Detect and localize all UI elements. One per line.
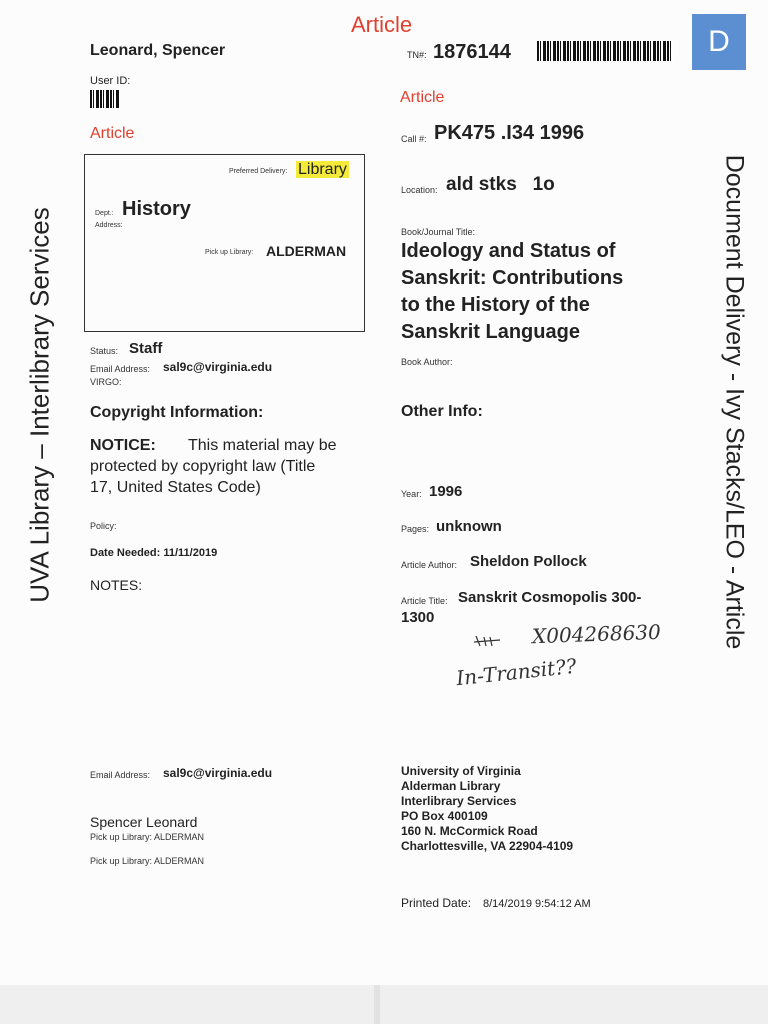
pickup-line-2: Pick up Library: ALDERMAN <box>90 856 205 866</box>
virgo-label: VIRGO: <box>90 377 122 387</box>
address-label: Address: <box>95 222 123 229</box>
handwritten-barcode-note: X004268630 <box>531 619 662 649</box>
side-label-right: Document Delivery - Ivy Stacks/LEO - Article <box>720 154 749 650</box>
tn-barcode <box>537 41 673 61</box>
header-title: Article <box>351 12 413 37</box>
year-label: Year: <box>401 489 422 499</box>
handwritten-scribble <box>472 634 502 644</box>
book-title-line: Ideology and Status of <box>401 240 616 262</box>
book-title-line: to the History of the <box>401 294 590 316</box>
date-needed: Date Needed: 11/11/2019 <box>90 547 218 559</box>
notes-label: NOTES: <box>90 577 143 593</box>
book-title-label: Book/Journal Title: <box>401 227 476 237</box>
address-line: Alderman Library <box>401 779 501 793</box>
preferred-delivery-label: Preferred Delivery: <box>229 168 288 175</box>
user-id-barcode <box>90 90 120 108</box>
book-title-line: Sanskrit Language <box>401 321 580 343</box>
patron-name: Leonard, Spencer <box>90 42 226 59</box>
call-number-label: Call #: <box>401 134 427 144</box>
status-label: Status: <box>90 346 119 356</box>
pickup-library-label: Pick up Library: <box>205 249 254 256</box>
email-label: Email Address: <box>90 364 151 374</box>
right-type-label: Article <box>400 89 445 106</box>
year-value: 1996 <box>429 483 463 500</box>
pages-value: unknown <box>436 518 502 535</box>
handwritten-transit-note: In-Transit?? <box>455 653 578 691</box>
email-value-2: sal9c@virginia.edu <box>163 766 273 780</box>
side-label-left: UVA Library – Interlibrary Services <box>24 207 55 603</box>
notice-label: NOTICE: <box>90 437 156 454</box>
email-label-2: Email Address: <box>90 770 151 780</box>
article-author-value: Sheldon Pollock <box>470 553 587 570</box>
notice-text-line3: 17, United States Code) <box>90 479 261 496</box>
tn-label: TN#: <box>407 50 427 60</box>
book-title-line: Sanskrit: Contributions <box>401 267 624 289</box>
left-type-label: Article <box>90 125 135 142</box>
pickup-line-1: Pick up Library: ALDERMAN <box>90 832 205 842</box>
return-address <box>401 764 573 854</box>
pickup-library-value: ALDERMAN <box>266 243 347 259</box>
address-line: University of Virginia <box>401 764 521 778</box>
book-author-label: Book Author: <box>401 357 453 367</box>
patron-full-name: Spencer Leonard <box>90 814 198 830</box>
status-value: Staff <box>129 340 163 357</box>
call-number-value: PK475 .I34 1996 <box>434 122 585 144</box>
user-id-label: User ID: <box>90 75 131 87</box>
article-title-line1: Sanskrit Cosmopolis 300- <box>458 589 642 606</box>
address-line: 160 N. McCormick Road <box>401 824 538 838</box>
printed-date-label: Printed Date: <box>401 896 472 910</box>
other-info-heading: Other Info: <box>401 403 483 420</box>
article-title-label: Article Title: <box>401 596 448 606</box>
dept-label: Dept.: <box>95 210 114 217</box>
tn-number: 1876144 <box>433 41 511 63</box>
dept-value: History <box>122 198 191 220</box>
article-author-label: Article Author: <box>401 560 458 570</box>
address-line: Interlibrary Services <box>401 794 517 808</box>
location-label: Location: <box>401 185 438 195</box>
address-line: Charlottesville, VA 22904-4109 <box>401 839 574 853</box>
preferred-delivery-value: Library <box>298 161 347 178</box>
page-fold <box>374 985 380 1024</box>
policy-label: Policy: <box>90 521 117 531</box>
printed-date-value: 8/14/2019 9:54:12 AM <box>483 898 591 910</box>
notice-text-line1: This material may be <box>188 437 337 454</box>
book-title <box>401 238 623 346</box>
scanner-edge <box>0 985 768 1024</box>
email-value: sal9c@virginia.edu <box>163 360 273 374</box>
type-badge: D <box>692 14 746 70</box>
article-title-line2: 1300 <box>401 609 435 626</box>
copyright-heading: Copyright Information: <box>90 404 264 421</box>
location-value: ald stks 1o <box>446 174 555 195</box>
notice-text-line2: protected by copyright law (Title <box>90 458 316 475</box>
pages-label: Pages: <box>401 524 430 534</box>
address-line: PO Box 400109 <box>401 809 488 823</box>
